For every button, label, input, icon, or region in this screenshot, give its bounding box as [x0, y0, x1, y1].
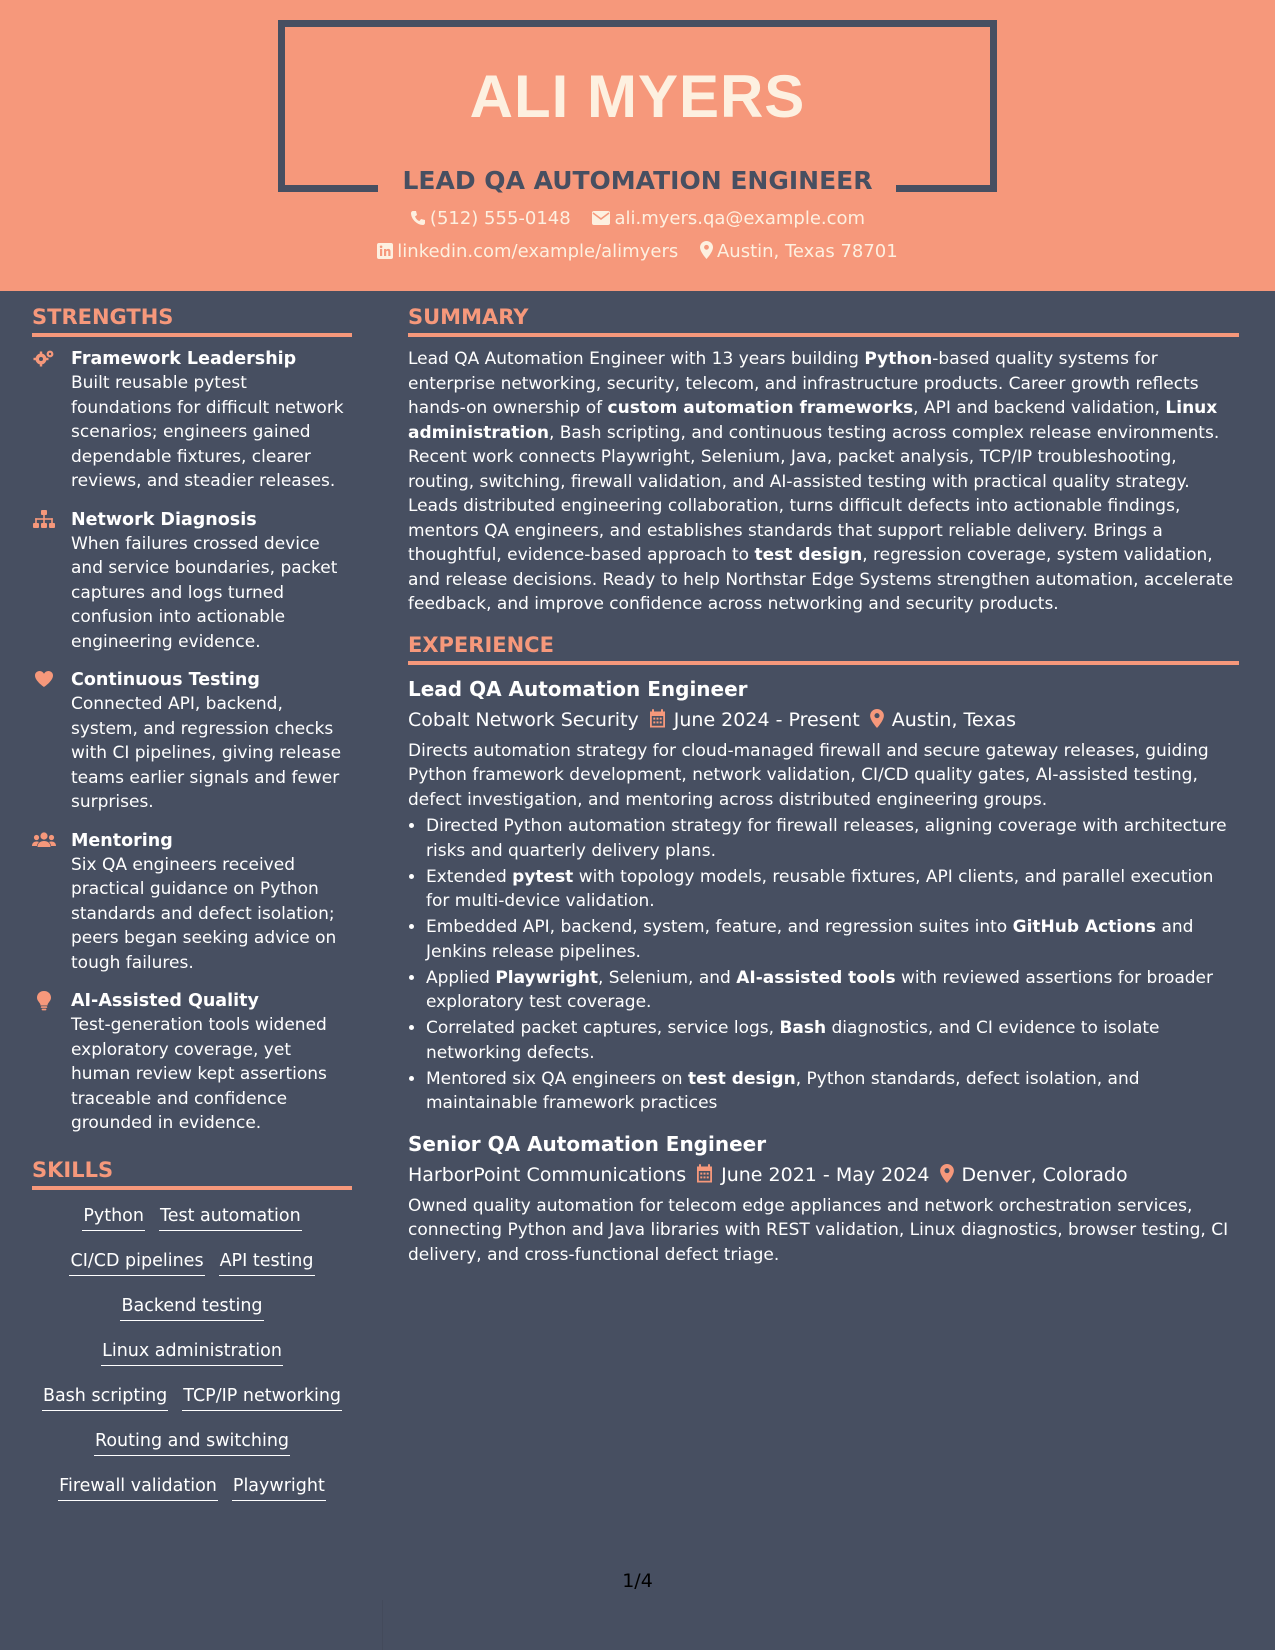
phone-icon: [410, 210, 426, 226]
linkedin-icon: [377, 243, 393, 259]
strength-item: [32, 347, 352, 494]
strengths-heading: STRENGTHS: [32, 305, 352, 337]
map-pin-icon: [940, 1164, 954, 1183]
text-segment: diagnostics, and CI evidence to isolate networking defects.: [426, 1018, 1160, 1063]
map-pin-icon: [870, 709, 884, 728]
text-segment: , regression coverage, system validation, and release decisions. Ready to help Northstar Edge Systems strengthen automation, accelerate feedback, and improve confidence across networking and security products.: [408, 545, 1234, 614]
strength-title: AI-Assisted Quality: [71, 991, 259, 1011]
strength-item: [32, 508, 352, 655]
users-icon: [32, 831, 56, 854]
bold-keyword: Playwright: [495, 967, 598, 988]
job-role: Senior QA Automation Engineer: [408, 1131, 767, 1156]
job-company: HarborPoint Communications: [408, 1163, 687, 1186]
text-segment: Directed Python automation strategy for firewall releases, aligning coverage with architecture risks and quarterly delivery plans.: [426, 816, 1227, 861]
calendar-icon: [649, 709, 666, 728]
text-segment: , API and backend validation,: [913, 398, 1166, 418]
summary-heading: SUMMARY: [408, 305, 1239, 337]
text-segment: Correlated packet captures, service logs,: [426, 1018, 780, 1038]
skill-row: [32, 1249, 352, 1276]
linkedin-text: linkedin.com/example/alimyers: [397, 241, 679, 262]
experience-entry: [408, 1130, 1239, 1268]
job-bullet: [426, 966, 1239, 1015]
skills-heading: SKILLS: [32, 1158, 352, 1190]
bold-keyword: GitHub Actions: [1012, 917, 1157, 937]
skill-tag: Bash scripting: [42, 1384, 168, 1411]
right-column: [408, 305, 1239, 1269]
job-dates: June 2021 - May 2024: [721, 1163, 930, 1186]
bold-keyword: test design: [687, 1068, 796, 1089]
skill-tag: Firewall validation: [58, 1474, 218, 1501]
skill-row: [32, 1204, 352, 1231]
strength-title: Framework Leadership: [71, 349, 297, 369]
bold-keyword: Python: [864, 349, 933, 369]
bold-keyword: AI-assisted tools: [736, 967, 896, 988]
skill-tag: Python: [82, 1204, 145, 1231]
text-segment: with topology models, reusable fixtures, API clients, and parallel execution for multi-device validation.: [426, 866, 1214, 911]
experience-entry: [408, 675, 1239, 1116]
bold-keyword: Linux administration: [408, 398, 1218, 443]
text-segment: , Python standards, defect isolation, and maintainable framework practices: [426, 1068, 1140, 1113]
candidate-name: ALI MYERS: [469, 63, 806, 130]
skill-row: [32, 1294, 352, 1321]
bold-keyword: pytest: [512, 866, 574, 887]
skill-tag: TCP/IP networking: [182, 1384, 342, 1411]
skill-tag: API testing: [219, 1249, 315, 1276]
job-bullet: [426, 865, 1239, 914]
job-description: Owned quality automation for telecom edge appliances and network orchestration services, connecting Python and Java libraries with REST validation, Linux diagnostics, browser testing, CI delivery, and cross-functional defect triage.: [408, 1195, 1229, 1265]
page-number: 1/4: [622, 1570, 653, 1592]
page-divider: [382, 1600, 383, 1650]
text-segment: and Jenkins release pipelines.: [426, 917, 1194, 962]
strength-item: [32, 668, 352, 815]
job-bullet: [426, 915, 1239, 964]
strength-description: Six QA engineers received practical guidance on Python standards and defect isolation; peers began seeking advice on tough failures.: [71, 854, 337, 973]
phone-item: [410, 208, 577, 229]
job-meta: [408, 707, 1239, 733]
contact-row-2: [0, 241, 1275, 262]
job-bullets: [408, 814, 1239, 1116]
strength-title: Network Diagnosis: [71, 509, 257, 530]
skill-tag: Backend testing: [120, 1294, 263, 1321]
sitemap-icon: [32, 510, 56, 533]
calendar-icon-wrap: [696, 1164, 713, 1186]
strength-item: [32, 829, 352, 976]
job-company: Cobalt Network Security: [408, 708, 639, 731]
map-pin-icon-wrap: [940, 1164, 954, 1186]
job-role: Lead QA Automation Engineer: [408, 676, 748, 701]
strength-item: [32, 989, 352, 1136]
skill-row: [32, 1339, 352, 1366]
job-location: Austin, Texas: [891, 708, 1017, 731]
lightbulb-icon: [32, 991, 56, 1016]
email-text: ali.myers.qa@example.com: [614, 208, 866, 229]
job-location: Denver, Colorado: [961, 1163, 1128, 1186]
email-item[interactable]: [592, 208, 865, 229]
skill-row: [32, 1474, 352, 1501]
text-segment: with reviewed assertions for broader exploratory test coverage.: [426, 967, 1214, 1012]
skill-tag: Linux administration: [101, 1339, 283, 1366]
experience-list: [408, 675, 1239, 1268]
map-pin-icon-wrap: [870, 709, 884, 731]
contact-row-1: [0, 208, 1275, 229]
job-meta: [408, 1162, 1239, 1188]
skill-row: [32, 1429, 352, 1456]
strength-description: Test-generation tools widened exploratory coverage, yet human review kept assertions traceable and confidence grounded in evidence.: [71, 1015, 327, 1133]
location-item: [700, 241, 898, 262]
strength-title: Continuous Testing: [71, 670, 260, 690]
bold-keyword: Bash: [779, 1018, 827, 1038]
text-segment: , Bash scripting, and continuous testing across complex release environments. Recent work connects Playwright, Selenium, Java, packet analysis, TCP/IP troubleshooting, routing, switching, firewall validation, and AI-assisted testing with practical quality strategy. Leads distributed engineering collaboration, turns difficult defects into actionable findings, mentors QA engineers, and establishes standards that support reliable delivery. Brings a thoughtful, evidence-based approach to: [408, 422, 1220, 565]
strength-description: When failures crossed device and service boundaries, packet captures and logs turned confusion into actionable engineering evidence.: [71, 533, 338, 652]
calendar-icon: [696, 1164, 713, 1183]
job-bullet: [426, 814, 1239, 863]
linkedin-item[interactable]: [377, 241, 684, 262]
bold-keyword: custom automation frameworks: [607, 398, 914, 418]
skill-row: [32, 1384, 352, 1411]
strengths-list: [32, 347, 352, 1136]
text-segment: Applied: [426, 967, 496, 988]
strength-description: Built reusable pytest foundations for difficult network scenarios; engineers gained dependable fixtures, clearer reviews, and steadier releases.: [71, 373, 344, 491]
phone-text: (512) 555-0148: [429, 208, 571, 229]
text-segment: Mentored six QA engineers on: [426, 1068, 688, 1089]
job-description: Directs automation strategy for cloud-managed firewall and secure gateway releases, guiding Python framework development, network validation, CI/CD quality gates, AI-assisted testing, defect investigation, and mentoring across distributed engineering groups.: [408, 740, 1209, 810]
left-column: [32, 305, 352, 1519]
text-segment: Extended: [426, 866, 513, 887]
text-segment: , Selenium, and: [597, 967, 737, 988]
skills-list: [32, 1204, 352, 1501]
summary-text: [408, 347, 1239, 617]
job-dates: June 2024 - Present: [673, 708, 860, 731]
job-bullet: [426, 1016, 1239, 1065]
text-segment: Lead QA Automation Engineer with 13 years building: [408, 349, 865, 369]
skill-tag: CI/CD pipelines: [69, 1249, 204, 1276]
resume-header: [0, 0, 1275, 291]
bold-keyword: test design: [754, 545, 863, 565]
map-pin-icon: [700, 241, 713, 259]
candidate-title: LEAD QA AUTOMATION ENGINEER: [402, 166, 873, 195]
strength-description: Connected API, backend, system, and regression checks with CI pipelines, giving release teams earlier signals and fewer surprises.: [71, 694, 342, 812]
experience-heading: EXPERIENCE: [408, 633, 1239, 665]
strength-title: Mentoring: [71, 830, 173, 851]
text-segment: -based quality systems for enterprise networking, security, telecom, and infrastructure products. Career growth reflects hands-on ownership of: [408, 349, 1199, 418]
calendar-icon-wrap: [649, 709, 666, 731]
heart-icon: [32, 670, 56, 693]
skill-tag: Test automation: [159, 1204, 302, 1231]
skill-tag: Routing and switching: [94, 1429, 290, 1456]
envelope-icon: [592, 211, 610, 225]
gears-icon: [32, 349, 56, 372]
skill-tag: Playwright: [232, 1474, 326, 1501]
text-segment: Embedded API, backend, system, feature, and regression suites into: [426, 917, 1013, 937]
location-text: Austin, Texas 78701: [716, 241, 898, 262]
job-bullet: [426, 1067, 1239, 1116]
